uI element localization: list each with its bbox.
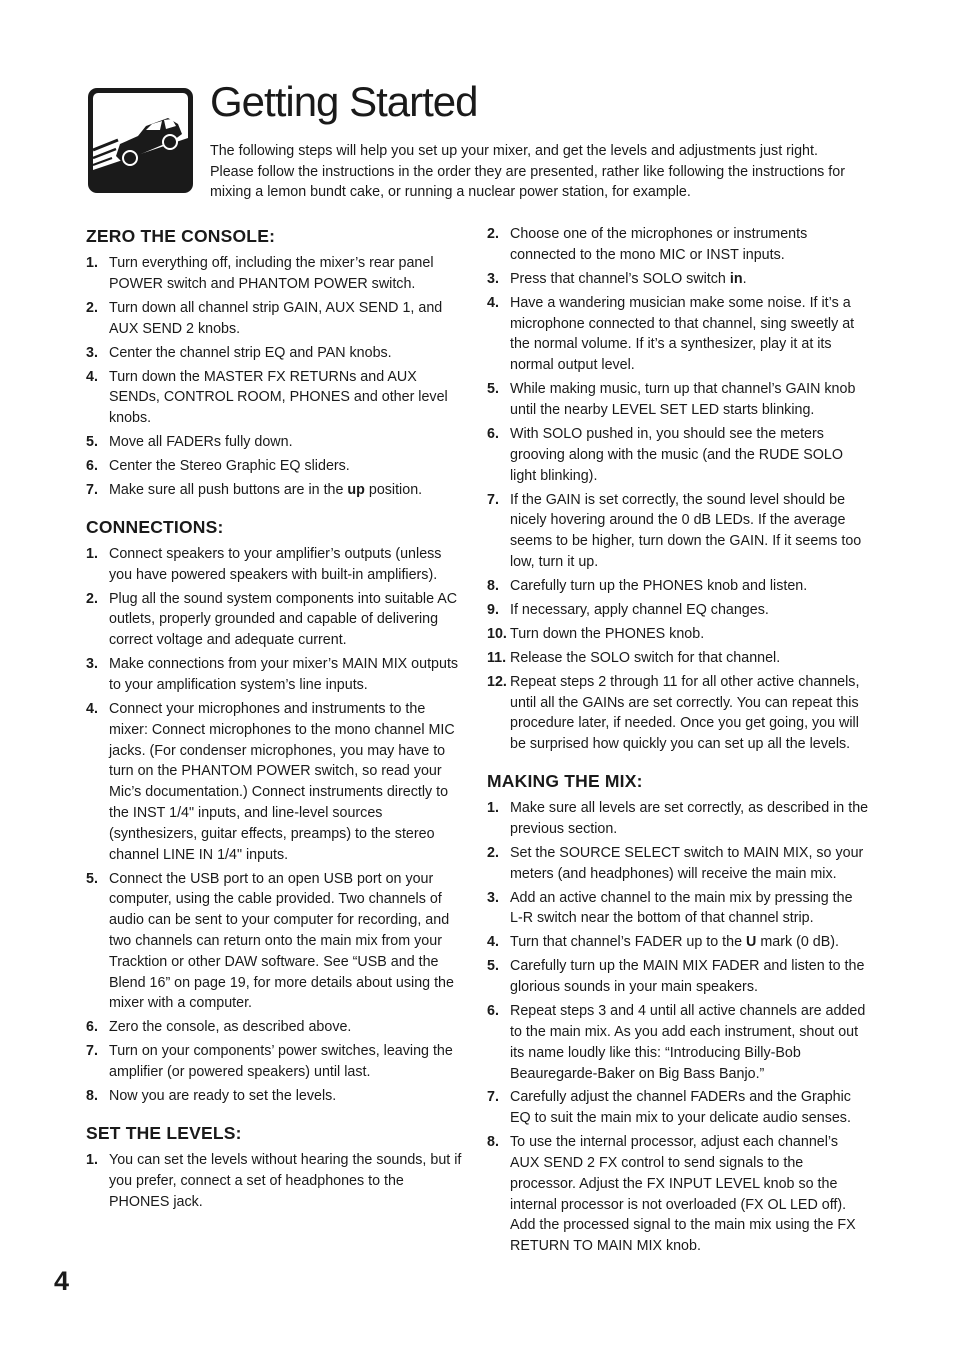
step-number: 6. [86,458,98,475]
step-text-main: Turn on your components’ power switches, leaving the amplifier (or powered speakers) until last. [109,1043,453,1081]
step-text-main: Press that channel’s SOLO switch [510,270,730,287]
step-text-main: Choose one of the microphones or instruments connected to the mono MIC or INST inputs. [510,226,808,263]
list-item [86,869,468,1015]
step-text-main: You can set the levels without hearing the sounds, but if you prefer, connect a set of headphones to the PHONES jack. [109,1151,462,1210]
step-text-after: . [742,270,747,287]
step-number: 3. [487,889,499,906]
step-text-main: Zero the console, as described above. [109,1019,352,1036]
step-text [109,544,468,586]
list-item [487,798,869,840]
step-text [510,600,869,621]
list-item [86,699,468,865]
step-number: 4. [86,701,98,718]
step-text-main: Connect speakers to your amplifier’s outputs (unless you have powered speakers with built-in amplifiers). [109,545,442,583]
step-number: 2. [86,590,98,607]
step-text-emphasis: in [729,270,743,287]
list-item [487,672,869,755]
step-number: 6. [487,1003,499,1020]
step-text-after: position. [364,482,423,499]
car-uphill-icon [86,86,195,195]
step-text-main: Make connections from your mixer’s MAIN MIX outputs to your amplification system’s line inputs. [109,656,459,694]
step-text [109,589,468,651]
step-text-main: Make sure all levels are set correctly, as described in the previous section. [510,800,869,837]
list-item [86,298,468,340]
step-number: 5. [487,958,499,975]
step-text [109,1086,468,1107]
step-text-main: Turn everything off, including the mixer’s rear panel POWER switch and PHANTOM POWER switch. [109,255,434,292]
page-number: 4 [54,1266,70,1296]
step-text [510,293,869,376]
step-text [109,343,468,364]
list-item [487,624,869,645]
step-text [510,932,869,953]
section-title: CONNECTIONS: [86,516,224,537]
step-list [487,224,869,755]
list-item [487,224,869,266]
step-number: 7. [86,1043,98,1060]
step-text [510,624,869,645]
section-title: ZERO THE CONSOLE: [86,226,276,246]
step-text-main: Have a wandering musician make some noise. If it’s a microphone connected to that channel, sing sweetly at the normal volume. If it’s a synthesizer, play it at its normal output level. [510,294,855,374]
page-title: Getting Started [210,78,478,125]
list-item [86,654,468,696]
step-text-emphasis: up [347,482,365,499]
list-item [86,544,468,586]
step-list [487,798,869,1257]
step-text-main: Add an active channel to the main mix by pressing the L-R switch near the bottom of that channel strip. [510,889,853,927]
section-title: SET THE LEVELS: [86,1122,242,1143]
list-item [86,456,468,477]
step-text-main: If necessary, apply channel EQ changes. [510,601,769,618]
step-number: 5. [86,870,98,887]
step-number: 4. [487,934,499,951]
step-number: 4. [487,294,499,311]
list-item [86,343,468,364]
step-text-main: Set the SOURCE SELECT switch to MAIN MIX, so your meters (and headphones) will receive the main mix. [510,844,864,882]
step-text [510,843,869,885]
list-item [487,379,869,421]
step-number: 2. [487,844,499,861]
step-text [510,490,869,573]
step-text-main: While making music, turn up that channel’s GAIN knob until the nearby LEVEL SET LED starts blinking. [510,381,856,418]
step-text [510,798,869,840]
step-text [510,224,869,266]
step-number: 4. [86,368,98,385]
step-text [109,869,468,1015]
step-text-main: Repeat steps 2 through 11 for all other active channels, until all the GAINs are set correctly. You can repeat this procedure later, if needed. Once you get going, you will be surprised how quickly you can set up all the levels. [510,673,860,753]
step-number: 3. [86,656,98,673]
list-item [487,490,869,573]
step-text [109,1017,468,1038]
list-item [86,1086,468,1107]
step-text [510,269,869,290]
step-text [109,298,468,340]
step-text-main: Repeat steps 3 and 4 until all active channels are added to the main mix. As you add each instrument, shout out its name loudly like this: “Introducing Billy-Bob Beauregarde-Baker on Big Bass Banjo.” [510,1003,866,1082]
step-text [510,672,869,755]
step-text-main: Move all FADERs fully down. [109,434,293,451]
step-text-main: With SOLO pushed in, you should see the meters grooving along with the music (and the RUDE SOLO light blinking). [510,425,843,484]
step-text [109,367,468,429]
step-text [510,956,869,998]
step-number: 2. [86,299,98,316]
step-text-main: Release the SOLO switch for that channel. [510,649,781,666]
list-item [487,600,869,621]
step-text [109,253,468,295]
step-number: 8. [487,577,499,594]
step-text [510,888,869,930]
step-number: 10. [487,625,507,642]
left-column [86,224,468,1226]
list-item [86,1150,468,1212]
step-text-main: Plug all the sound system components into suitable AC outlets, properly grounded and capable of delivering correct voltage and adequate current. [109,590,458,649]
step-text-emphasis: U [746,934,757,951]
step-text [109,480,468,501]
list-item [487,424,869,486]
step-text-main: Connect the USB port to an open USB port on your computer, using the cable provided. Two channels of audio can be sent to your computer for recording, and two channels can return onto the main mix from your Tracktion or other DAW software. See “USB and the Blend 16” on page 19, for more details about using the mixer with a computer. [109,870,454,1012]
section-making-mix [487,769,869,1257]
step-text-main: Carefully turn up the MAIN MIX FADER and listen to the glorious sounds in your main speakers. [510,958,865,996]
step-number: 1. [487,800,499,816]
section-title: MAKING THE MIX: [487,771,643,791]
step-text-main: Carefully adjust the channel FADERs and the Graphic EQ to suit the main mix to your delicate audio senses. [510,1089,851,1127]
step-number: 2. [487,226,499,242]
list-item [86,480,468,501]
list-item [487,293,869,376]
step-list [86,253,468,501]
list-item [487,1087,869,1129]
step-text [510,424,869,486]
step-text [510,576,869,597]
step-text [109,432,468,453]
step-text [109,699,468,865]
step-number: 1. [86,255,98,271]
step-text [109,1150,468,1212]
list-item [86,1017,468,1038]
list-item [487,1001,869,1084]
step-text [109,654,468,696]
step-number: 1. [86,545,98,562]
list-item [86,253,468,295]
list-item [487,269,869,290]
step-number: 3. [487,270,499,287]
section-set-levels [86,1121,468,1212]
step-number: 6. [487,425,499,442]
step-text-main: If the GAIN is set correctly, the sound level should be nicely hovering around the 0 dB LEDs. If the average seems to be higher, turn down the GAIN. If it seems too low, turn it up. [510,491,862,570]
section-connections [86,515,468,1107]
step-number: 6. [86,1019,98,1036]
right-column [487,224,869,1271]
step-number: 11. [487,649,507,666]
step-text-main: Center the channel strip EQ and PAN knobs. [109,344,392,361]
step-text [510,379,869,421]
step-number: 9. [487,601,499,618]
step-text [510,1001,869,1084]
step-text-main: Turn down the PHONES knob. [510,625,705,642]
step-text-after: mark (0 dB). [756,934,839,951]
step-text-main: Center the Stereo Graphic EQ sliders. [109,458,350,475]
step-text-main: Turn down the MASTER FX RETURNs and AUX SENDs, CONTROL ROOM, PHONES and other level knobs. [109,368,448,427]
step-number: 3. [86,344,98,361]
list-item [487,1132,869,1257]
list-item [86,589,468,651]
step-text [109,456,468,477]
step-number: 8. [86,1088,98,1105]
intro-paragraph: The following steps will help you set up your mixer, and get the levels and adjustments just right. Please follow the instructions in the order they are presented, rather like following the instructions for mixing a lemon bundt cake, or running a nuclear power station, for example. [210,143,845,201]
step-text [510,1087,869,1129]
list-item [487,843,869,885]
step-list [86,544,468,1107]
step-text-main: Turn down all channel strip GAIN, AUX SEND 1, and AUX SEND 2 knobs. [109,299,443,337]
step-text-main: To use the internal processor, adjust each channel’s AUX SEND 2 FX control to send signals to the processor. Adjust the FX INPUT LEVEL knob so the internal processor is not overloaded (FX OL LED off). Add the processed signal to the main mix using the FX RETURN TO MAIN MIX knob. [510,1134,856,1255]
list-item [86,432,468,453]
list-item [86,1041,468,1083]
step-text-main: Now you are ready to set the levels. [109,1088,337,1105]
step-text-main: Carefully turn up the PHONES knob and listen. [510,577,808,594]
step-text-main: Turn that channel’s FADER up to the [510,934,747,951]
step-text [109,1041,468,1083]
list-item [487,956,869,998]
step-number: 8. [487,1134,499,1151]
step-number: 7. [487,491,499,508]
step-list [86,1150,468,1212]
step-text-main: Make sure all push buttons are in the [109,482,348,499]
step-number: 1. [86,1151,98,1168]
step-number: 7. [86,482,98,499]
step-text-main: Connect your microphones and instruments to the mixer: Connect microphones to the mono channel MIC jacks. (For condenser microphones, you may have to turn on the PHANTOM POWER switch, so read your Mic’s documentation.) Connect instruments directly to the INST 1/4" inputs, and line-level sources (synthesizers, guitar effects, preamps) to the stereo channel LINE IN 1/4" inputs. [109,701,455,863]
list-item [487,648,869,669]
step-number: 5. [487,381,499,398]
list-item [487,932,869,953]
step-number: 5. [86,434,98,451]
step-text [510,648,869,669]
step-number: 12. [487,673,507,690]
step-number: 7. [487,1089,499,1106]
list-item [487,888,869,930]
section-zero-console [86,224,468,501]
list-item [86,367,468,429]
step-text [510,1132,869,1257]
section-set-levels-continued [487,224,869,755]
list-item [487,576,869,597]
